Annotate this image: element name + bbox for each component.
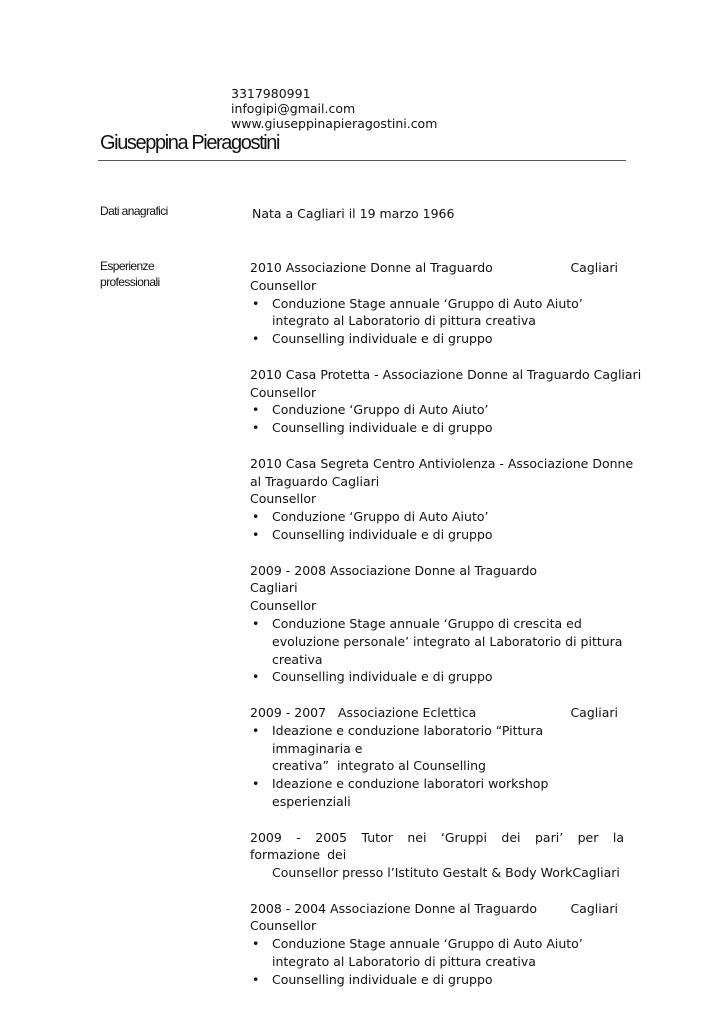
birth-info: Nata a Cagliari il 19 marzo 1966 (252, 206, 455, 221)
entry-title: al Traguardo Cagliari (250, 473, 380, 489)
entry-heading (250, 259, 624, 277)
entry-location: Cagliari (572, 865, 620, 881)
bullet-dot: • (252, 615, 260, 631)
bullet-item (250, 401, 624, 419)
bullet-dot: • (252, 971, 260, 987)
contact-block (231, 86, 437, 131)
entry-title: 2010 Casa Segreta Centro Antiviolenza - Associazione Donne (250, 455, 634, 471)
experience-list (250, 259, 642, 1006)
entry-location: Cagliari (570, 900, 618, 916)
entry-title: 2010 Associazione Donne al Traguardo (250, 260, 493, 275)
entry-role: Counsellor (250, 277, 317, 293)
entry-bullets (250, 401, 624, 437)
bullet-item (250, 775, 624, 811)
entry-location: Cagliari (250, 580, 298, 596)
bullet-text-line: creativa” integrato al Counselling (272, 758, 486, 774)
bullet-dot: • (252, 295, 260, 311)
entry-role: Counsellor (250, 918, 317, 934)
entry-title: 2009 - 2005 Tutor nei ‘Gruppi dei pari’ per la formazione dei (250, 829, 624, 863)
entry-title: 2010 Casa Protetta - Associazione Donne al Traguardo Cagliari (250, 366, 642, 382)
entry-bullets (250, 295, 624, 348)
entry-title: 2008 - 2004 Associazione Donne al Traguardo (250, 900, 538, 916)
bullet-text-line: Ideazione e conduzione laboratori workshop esperienziali (272, 776, 549, 809)
bullet-dot: • (252, 420, 260, 436)
entry-bullets (250, 508, 624, 544)
entry-title: 2009 - 2007 Associazione Eclettica (250, 704, 477, 720)
experience-entry (250, 455, 634, 544)
entry-title: Counsellor presso l’Istituto Gestalt & Body Work (272, 865, 573, 881)
experience-entry (250, 366, 642, 437)
bullet-text-line: creativa (272, 651, 323, 667)
phone-number: 3317980991 (231, 86, 311, 101)
bullet-text-line: Ideazione e conduzione laboratorio “Pittura immaginaria e (272, 722, 544, 756)
entry-bullets (250, 935, 624, 988)
entry-heading (250, 704, 624, 722)
bullet-dot: • (252, 722, 260, 738)
website-url: www.giuseppinapieragostini.com (231, 116, 438, 131)
bullet-text-line: Counselling individuale e di gruppo (272, 669, 493, 685)
bullet-text-line: Conduzione ‘Gruppo di Auto Aiuto’ (272, 402, 489, 418)
entry-role: Counsellor (250, 598, 317, 614)
entry-heading (250, 864, 624, 882)
bullet-dot: • (252, 526, 260, 542)
bullet-text-line: integrato al Laboratorio di pittura creativa (272, 313, 536, 329)
experience-entry (250, 900, 624, 989)
experience-entry (250, 259, 624, 348)
bullet-text-line: integrato al Laboratorio di pittura creativa (272, 954, 536, 970)
entry-heading (250, 900, 624, 918)
entry-location: Cagliari (570, 704, 618, 720)
bullet-item (250, 722, 624, 775)
bullet-dot: • (252, 509, 260, 525)
entry-role: Counsellor (250, 491, 317, 507)
bullet-text-line: Counselling individuale e di gruppo (272, 331, 493, 347)
bullet-item (250, 668, 624, 686)
bullet-item (250, 508, 624, 526)
bullet-text-line: Conduzione Stage annuale ‘Gruppo di Auto Aiuto’ (272, 295, 583, 311)
bullet-text-line: Counselling individuale e di gruppo (272, 971, 493, 987)
experience-entry (250, 704, 624, 811)
personal-data-label: Dati anagrafici (100, 204, 168, 218)
bullet-item (250, 615, 624, 668)
bullet-item (250, 935, 624, 971)
bullet-text-line: evoluzione personale’ integrato al Laboratorio di pittura (272, 633, 623, 649)
entry-bullets (250, 615, 624, 686)
entry-bullets (250, 722, 624, 811)
bullet-dot: • (252, 402, 260, 418)
email-address: infogipi@gmail.com (231, 101, 356, 116)
bullet-text-line: Counselling individuale e di gruppo (272, 420, 493, 436)
bullet-text-line: Conduzione Stage annuale ‘Gruppo di crescita ed (272, 615, 582, 631)
experience-label-line: Esperienze (100, 259, 155, 273)
person-name: Giuseppina Pieragostini (100, 132, 280, 154)
entry-title: 2009 - 2008 Associazione Donne al Traguardo (250, 562, 538, 578)
bullet-item (250, 971, 624, 989)
entry-location: Cagliari (570, 260, 618, 275)
bullet-item (250, 419, 624, 437)
entry-role: Counsellor (250, 384, 317, 400)
bullet-text-line: Conduzione Stage annuale ‘Gruppo di Auto Aiuto’ (272, 936, 583, 952)
bullet-text-line: Counselling individuale e di gruppo (272, 526, 493, 542)
bullet-dot: • (252, 936, 260, 952)
bullet-item (250, 526, 624, 544)
experience-entry (250, 829, 624, 882)
bullet-dot: • (252, 776, 260, 792)
experience-label-line: professionali (100, 275, 160, 289)
bullet-text-line: Conduzione ‘Gruppo di Auto Aiuto’ (272, 509, 489, 525)
bullet-dot: • (252, 669, 260, 685)
bullet-item (250, 295, 624, 331)
bullet-dot: • (252, 331, 260, 347)
bullet-item (250, 330, 624, 348)
experience-label (100, 258, 160, 290)
header-divider (98, 160, 626, 161)
experience-entry (250, 562, 624, 687)
